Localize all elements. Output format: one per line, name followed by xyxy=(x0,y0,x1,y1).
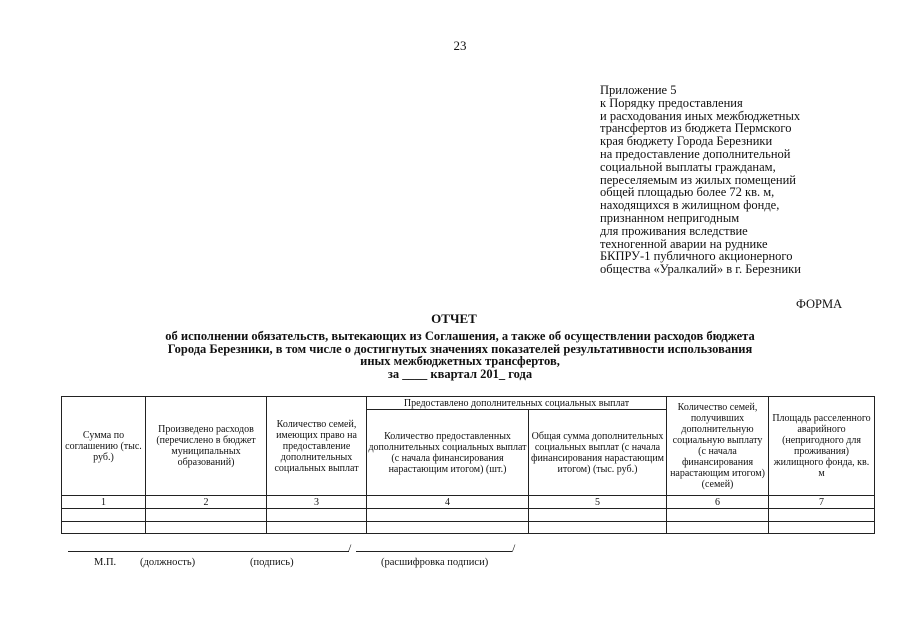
column-header-agreement-sum: Сумма по соглашению (тыс. руб.) xyxy=(62,397,146,496)
appendix-line: края бюджету Города Березники xyxy=(600,134,773,149)
appendix-line: общей площадью более 72 кв. м, xyxy=(600,185,775,200)
appendix-line: на предоставление дополнительной xyxy=(600,146,791,161)
column-header-families-received: Количество семей, получивших дополнительную социальную выплату (с начала финансирования нарастающим итогом) (семей) xyxy=(667,397,769,496)
appendix-line: к Порядку предоставления xyxy=(600,95,743,110)
column-number: 2 xyxy=(146,496,267,509)
appendix-line: БКПРУ-1 публичного акционерного xyxy=(600,249,793,264)
group-header-payments: Предоставлено дополнительных социальных выплат xyxy=(367,397,667,410)
table-cell[interactable] xyxy=(267,522,367,534)
table-cell[interactable] xyxy=(367,522,529,534)
table-cell[interactable] xyxy=(146,509,267,522)
column-number: 6 xyxy=(667,496,769,509)
report-table xyxy=(61,396,875,534)
table-cell[interactable] xyxy=(769,522,875,534)
column-header-payments-count: Количество предоставленных дополнительных социальных выплат (с начала финансирования нарастающим итогом) (шт.) xyxy=(367,410,529,496)
table-cell[interactable] xyxy=(62,509,146,522)
subtitle-line: Города Березники, в том числе о достигнутых значениях показателей результативности использования xyxy=(167,341,753,356)
report-title: ОТЧЕТ xyxy=(431,311,477,326)
signature-line-decoding[interactable] xyxy=(356,551,512,552)
signature-slash: / xyxy=(512,541,516,555)
table-cell[interactable] xyxy=(267,509,367,522)
table-cell[interactable] xyxy=(667,522,769,534)
column-number: 1 xyxy=(62,496,146,509)
appendix-line: и расходования иных межбюджетных xyxy=(600,108,801,123)
table-cell[interactable] xyxy=(769,509,875,522)
signature-slash: / xyxy=(348,541,352,555)
table-cell[interactable] xyxy=(146,522,267,534)
column-number: 3 xyxy=(267,496,367,509)
table-cell[interactable] xyxy=(529,509,667,522)
signature-label: (подпись) xyxy=(250,557,294,568)
table-cell[interactable] xyxy=(529,522,667,534)
table-cell[interactable] xyxy=(62,522,146,534)
subtitle-line: за ____ квартал 201_ года xyxy=(387,366,533,381)
appendix-line: переселяемым из жилых помещений xyxy=(600,172,796,187)
subtitle-line: об исполнении обязательств, вытекающих из Соглашения, а также об осуществлении расходов бюджета xyxy=(165,329,755,343)
appendix-line: трансфертов из бюджета Пермского xyxy=(600,121,792,136)
table-cell[interactable] xyxy=(367,509,529,522)
column-header-expenses: Произведено расходов (перечислено в бюджет муниципальных образований) xyxy=(146,397,267,496)
appendix-line: социальной выплаты гражданам, xyxy=(600,159,776,174)
appendix-line: Приложение 5 xyxy=(600,83,677,97)
form-label: ФОРМА xyxy=(796,297,843,311)
column-number: 7 xyxy=(769,496,875,509)
column-header-eligible-families: Количество семей, имеющих право на предоставление дополнительных социальных выплат xyxy=(267,397,367,496)
signature-line-left[interactable] xyxy=(68,551,349,552)
appendix-line: техногенной аварии на руднике xyxy=(600,236,768,251)
column-number: 5 xyxy=(529,496,667,509)
appendix-line: находящихся в жилищном фонде, xyxy=(600,198,780,213)
appendix-line: общества «Уралкалий» в г. Березники xyxy=(600,262,801,277)
report-subtitle xyxy=(90,330,830,380)
position-label: (должность) xyxy=(140,557,196,568)
page-number: 23 xyxy=(453,38,467,53)
appendix-line: признанном непригодным xyxy=(600,210,740,225)
table-cell[interactable] xyxy=(667,509,769,522)
subtitle-line: иных межбюджетных трансфертов, xyxy=(360,354,560,368)
decoding-label: (расшифровка подписи) xyxy=(381,557,489,568)
column-number: 4 xyxy=(367,496,529,509)
appendix-block xyxy=(600,84,890,276)
stamp-label: М.П. xyxy=(94,557,117,568)
column-header-area: Площадь расселенного аварийного (непригодного для проживания) жилищного фонда, кв. м xyxy=(769,397,875,496)
appendix-line: для проживания вследствие xyxy=(600,223,748,238)
column-header-payments-sum: Общая сумма дополнительных социальных выплат (с начала финансирования нарастающим итогом) (тыс. руб.) xyxy=(529,410,667,496)
